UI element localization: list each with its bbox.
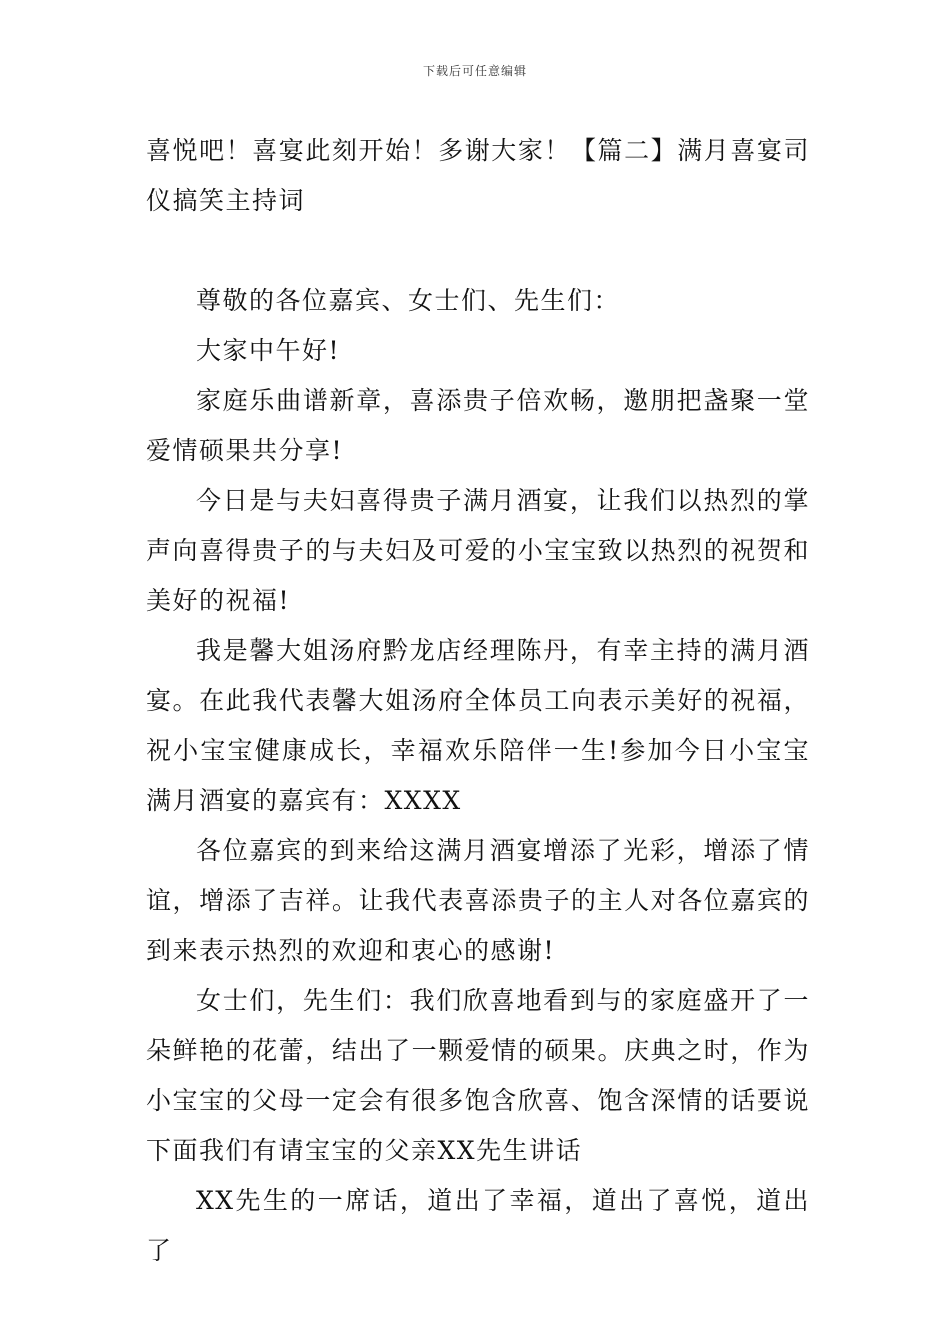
body-paragraph: 我是馨大姐汤府黔龙店经理陈丹，有幸主持的满月酒宴。在此我代表馨大姐汤府全体员工向表示美好的祝福，祝小宝宝健康成长，幸福欢乐陪伴一生!参加今日小宝宝满月酒宴的嘉宾有：XXXX bbox=[146, 636, 810, 815]
body-paragraph: 今日是与夫妇喜得贵子满月酒宴，让我们以热烈的掌声向喜得贵子的与夫妇及可爱的小宝宝致以热烈的祝贺和美好的祝福! bbox=[146, 486, 810, 615]
body-paragraph: XX先生的一席话，道出了幸福，道出了喜悦，道出了 bbox=[146, 1186, 810, 1265]
body-paragraph: 女士们，先生们：我们欣喜地看到与的家庭盛开了一朵鲜艳的花蕾，结出了一颗爱情的硕果。庆典之时，作为小宝宝的父母一定会有很多饱含欣喜、饱含深情的话要说下面我们有请宝宝的父亲XX先生讲话 bbox=[146, 986, 810, 1165]
document-body bbox=[146, 126, 810, 1276]
body-paragraph: 家庭乐曲谱新章，喜添贵子倍欢畅，邀朋把盏聚一堂爱情硕果共分享! bbox=[146, 386, 810, 465]
greeting: 大家中午好! bbox=[196, 336, 341, 365]
page-header: 下载后可任意编辑 bbox=[422, 64, 527, 78]
body-paragraph: 各位嘉宾的到来给这满月酒宴增添了光彩，增添了情谊，增添了吉祥。让我代表喜添贵子的主人对各位嘉宾的到来表示热烈的欢迎和衷心的感谢! bbox=[146, 836, 810, 965]
salutation: 尊敬的各位嘉宾、女士们、先生们： bbox=[196, 286, 621, 315]
blank-line bbox=[146, 226, 810, 276]
lead-paragraph: 喜悦吧！喜宴此刻开始！多谢大家！【篇二】满月喜宴司仪搞笑主持词 bbox=[146, 136, 810, 215]
